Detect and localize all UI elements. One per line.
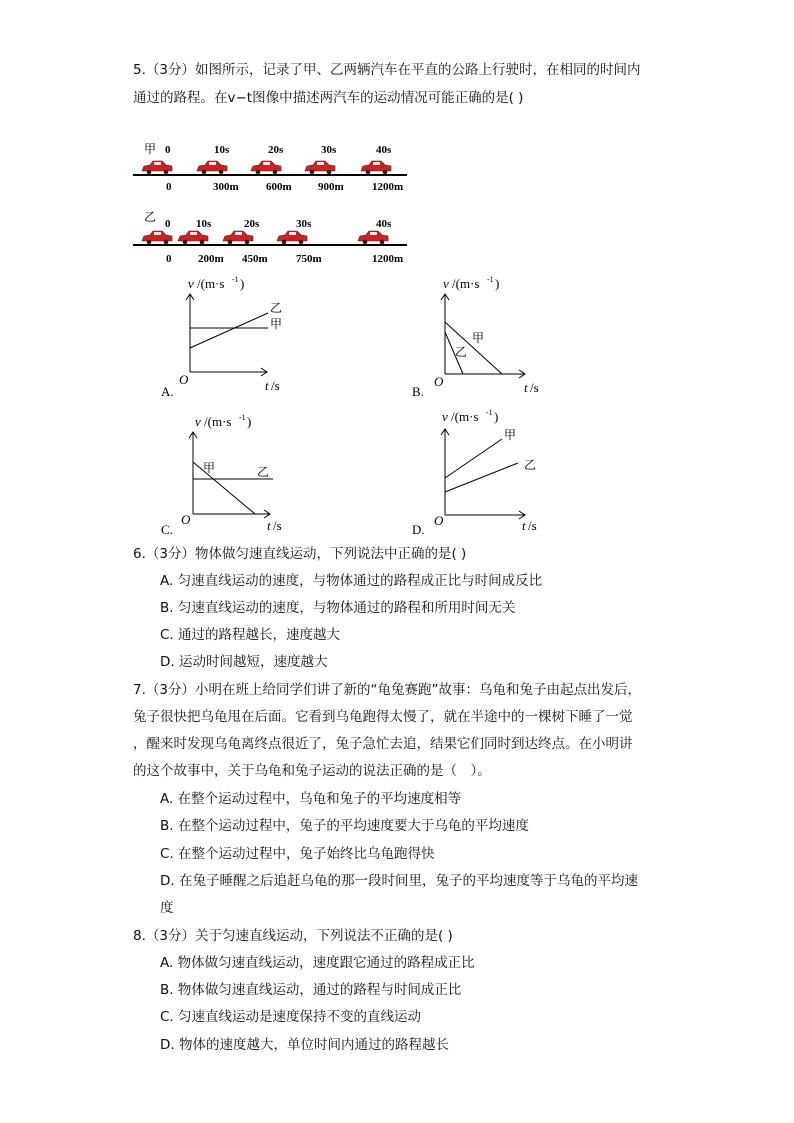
graph-d: [410, 405, 550, 542]
q6-option-a: A. 匀速直线运动的速度，与物体通过的路程成正比与时间成反比: [160, 573, 543, 589]
car-b-distance: 450m: [242, 253, 268, 265]
car-b-distance: 0: [166, 253, 172, 265]
car-b-time: 40s: [376, 218, 392, 230]
y-axis-unit: /(m·s: [451, 409, 479, 424]
car-a-label: 甲: [144, 142, 157, 156]
y-axis-close: ): [495, 276, 500, 291]
q7-option-b: B. 在整个运动过程中，兔子的平均速度要大于乌龟的平均速度: [160, 818, 529, 834]
graph-b-label-jia: 甲: [472, 331, 485, 345]
graph-d-label-yi: 乙: [524, 458, 537, 472]
car-b-icon: [142, 231, 172, 244]
car-b-icon: [178, 231, 208, 244]
x-axis-label: t: [524, 380, 528, 395]
graph-d-line-yi: [445, 463, 518, 492]
y-axis-sup: -1: [232, 275, 239, 284]
x-axis-unit: /s: [271, 378, 280, 393]
car-a-icon: [361, 161, 391, 174]
graph-b-line-jia: [445, 322, 502, 374]
origin-label: O: [434, 513, 444, 528]
q5-stem-line2: 通过的路程。在v−t图像中描述两汽车的运动情况可能正确的是( ): [133, 90, 524, 106]
graph-a-line-yi: [190, 313, 268, 348]
graph-a: [155, 272, 295, 402]
car-a-distance: 600m: [266, 181, 292, 193]
q7-stem-line4: 的这个故事中，关于乌龟和兔子运动的说法正确的是（ ）。: [133, 763, 491, 779]
car-a-time: 30s: [321, 144, 337, 156]
car-a-distance: 1200m: [372, 181, 404, 193]
q7-option-d-cont: 度: [160, 900, 174, 916]
y-axis-label: v: [443, 276, 449, 291]
car-motion-figure: [130, 135, 420, 270]
y-axis-close: ): [247, 414, 252, 429]
graph-c: [155, 410, 295, 542]
car-a-icon: [305, 161, 335, 174]
x-axis-label: t: [265, 378, 269, 393]
q7-stem-line3: ，醒来时发现乌龟离终点很近了，兔子急忙去追，结果它们同时到达终点。在小明讲: [133, 736, 633, 752]
q8-option-c: C. 匀速直线运动是速度保持不变的直线运动: [160, 1009, 422, 1025]
x-axis-unit: /s: [528, 518, 537, 533]
car-a-time: 20s: [268, 144, 284, 156]
q8-option-a: A. 物体做匀速直线运动，速度跟它通过的路程成正比: [160, 955, 475, 971]
car-a-icon: [142, 161, 172, 174]
car-a-distance: 300m: [213, 181, 239, 193]
origin-label: O: [434, 374, 444, 389]
q8-option-b: B. 物体做匀速直线运动，通过的路程与时间成正比: [160, 982, 462, 998]
car-a-distance: 900m: [318, 181, 344, 193]
graph-c-option: C.: [161, 522, 173, 537]
car-b-time: 20s: [244, 218, 260, 230]
car-b-time: 30s: [296, 218, 312, 230]
graph-c-label-yi: 乙: [257, 465, 270, 479]
q6-option-c: C. 通过的路程越长，速度越大: [160, 627, 341, 643]
origin-label: O: [179, 372, 189, 387]
q6-option-d: D. 运动时间越短，速度越大: [160, 654, 328, 670]
origin-label: O: [181, 512, 191, 527]
y-axis-unit: /(m·s: [197, 276, 225, 291]
car-b-distance: 750m: [296, 253, 322, 265]
car-b-distance: 200m: [198, 253, 224, 265]
x-axis-label: t: [522, 518, 526, 533]
y-axis-label: v: [195, 414, 201, 429]
q8-stem: 8.（3分）关于匀速直线运动，下列说法不正确的是( ): [133, 928, 453, 944]
graph-a-option: A.: [161, 384, 174, 399]
graph-b-option: B.: [412, 384, 424, 399]
car-b-time: 0: [165, 218, 171, 230]
x-axis-label: t: [267, 518, 271, 533]
q6-option-b: B. 匀速直线运动的速度，与物体通过的路程和所用时间无关: [160, 600, 516, 616]
y-axis-label: v: [442, 409, 448, 424]
q7-option-a: A. 在整个运动过程中，乌龟和兔子的平均速度相等: [160, 791, 462, 807]
graph-d-label-jia: 甲: [504, 428, 517, 442]
q7-stem-line2: 兔子很快把乌龟甩在后面。它看到乌龟跑得太慢了，就在半途中的一棵树下睡了一觉: [133, 709, 633, 725]
car-a-time: 10s: [214, 144, 230, 156]
graph-d-line-jia: [445, 439, 502, 478]
car-b-icon: [277, 231, 307, 244]
q7-option-c: C. 在整个运动过程中，兔子始终比乌龟跑得快: [160, 846, 435, 862]
car-b-distance: 1200m: [372, 253, 404, 265]
car-b-icon: [223, 231, 253, 244]
x-axis-unit: /s: [273, 518, 282, 533]
y-axis-sup: -1: [239, 413, 246, 422]
y-axis-sup: -1: [486, 408, 493, 417]
y-axis-unit: /(m·s: [452, 276, 480, 291]
graph-b: [410, 272, 550, 402]
q8-option-d: D. 物体的速度越大，单位时间内通过的路程越长: [160, 1037, 449, 1053]
y-axis-close: ): [240, 276, 245, 291]
car-b-label: 乙: [144, 210, 157, 224]
car-a-time: 0: [165, 144, 171, 156]
car-b-time: 10s: [196, 218, 212, 230]
y-axis-label: v: [188, 276, 194, 291]
y-axis-close: ): [494, 409, 499, 424]
y-axis-sup: -1: [487, 275, 494, 284]
q7-stem-line1: 7.（3分）小明在班上给同学们讲了新的“龟兔赛跑”故事：乌龟和兔子由起点出发后，: [133, 682, 641, 698]
graph-a-label-jia: 甲: [270, 317, 283, 331]
car-a-icon: [251, 161, 281, 174]
graph-a-label-yi: 乙: [270, 301, 283, 315]
q7-option-d: D. 在兔子睡醒之后追赶乌龟的那一段时间里，兔子的平均速度等于乌龟的平均速: [160, 873, 638, 889]
graph-d-option: D.: [412, 522, 425, 537]
y-axis-unit: /(m·s: [204, 414, 232, 429]
car-a-icon: [197, 161, 227, 174]
car-a-distance: 0: [166, 181, 172, 193]
car-b-icon: [358, 231, 388, 244]
graph-b-label-yi: 乙: [455, 345, 468, 359]
car-a-time: 40s: [376, 144, 392, 156]
graph-c-label-jia: 甲: [203, 461, 216, 475]
x-axis-unit: /s: [530, 380, 539, 395]
q6-stem: 6.（3分）物体做匀速直线运动，下列说法中正确的是( ): [133, 546, 467, 562]
q5-stem-line1: 5.（3分）如图所示，记录了甲、乙两辆汽车在平直的公路上行驶时，在相同的时间内: [133, 62, 641, 78]
